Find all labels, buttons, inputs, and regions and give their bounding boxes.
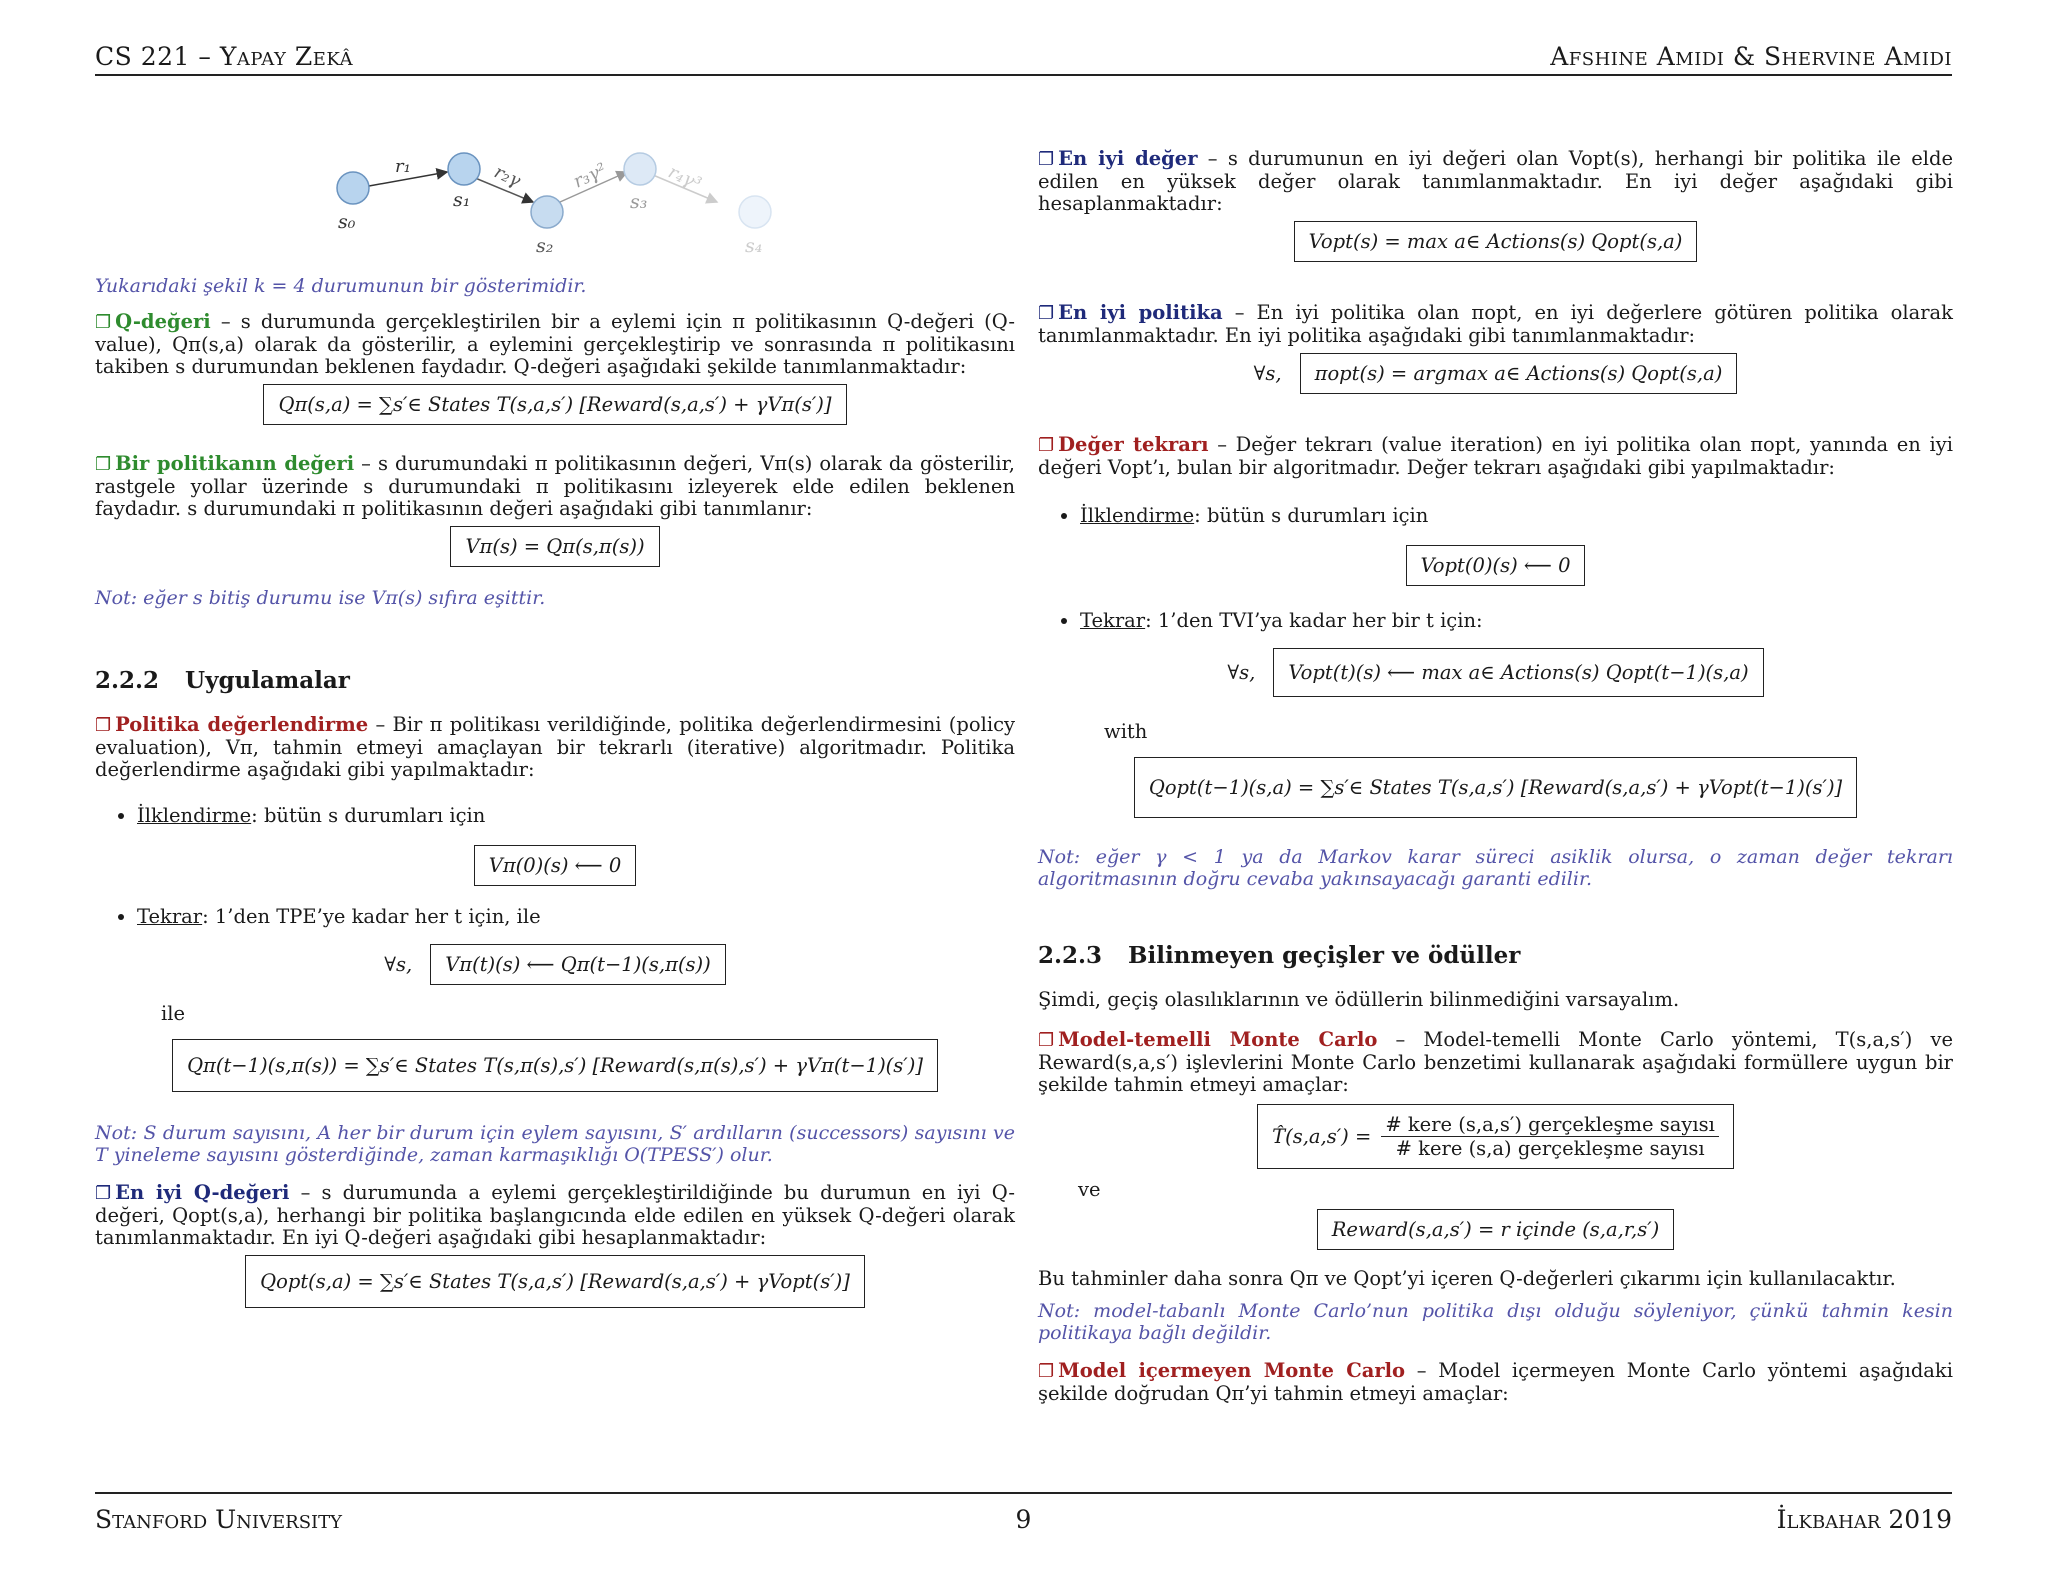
q-value-formula-wrap [95,384,1015,425]
optimal-value-paragraph: ❐ En iyi değer – s durumunun en iyi değeri olan Vopt(s), herhangi bir politika ile elde edilen en yüksek değer olarak tanımlanmaktadır. En iyi değer aşağıdaki gibi hesaplanmaktadır: [1038,147,1953,215]
vi-steps [1038,505,1953,527]
model-based-mc-title: Model-temelli Monte Carlo [1058,1028,1378,1051]
policy-eval-steps-2 [95,906,1015,928]
label-r3: r₃γ² [570,159,610,193]
vi-init-item: • İlklendirme: bütün s durumları için [1080,505,1953,527]
diagram-caption: Yukarıdaki şekil k = 4 durumunun bir gösterimidir. [95,275,587,297]
label-r1: r₁ [395,156,411,177]
vi-with: with [1104,720,1148,743]
pe-init-formula-wrap [95,845,1015,886]
pe-forall: ∀s, [384,953,413,976]
policy-value-formula: Vπ(s) = Qπ(s,π(s)) [450,526,659,567]
label-r4: r₄γ³ [664,161,705,195]
mb-after-text: Bu tahminler daha sonra Qπ ve Qopt’yi içeren Q-değerleri çıkarımı için kullanılacaktır. [1038,1267,1896,1290]
optimal-q-formula: Qopt(s,a) = ∑s′∈ States T(s,a,s′) [Reward(s,a,s′) + γVopt(s′)] [245,1255,865,1308]
node-s2 [531,196,563,228]
policy-value-title: Bir politikanın değeri [115,452,355,475]
label-r2: r₂γ [490,161,524,192]
pe-init-formula: Vπ(0)(s) ⟵ 0 [474,845,637,886]
label-s3: s₃ [630,191,648,213]
label-s1: s₁ [453,189,471,211]
pe-iter-item: • Tekrar: 1’den TPE’ye kadar her t için, ile [137,906,1015,928]
model-based-mc-paragraph: ❐ Model-temelli Monte Carlo – Model-temelli Monte Carlo yöntemi, T(s,a,s′) ve Reward(s,a,s′) işlevlerini Monte Carlo benzetimi kullanarak aşağıdaki formüllere uygun bir şekilde tahmin etmeyi amaçlar: [1038,1028,1953,1096]
header-rule [95,74,1952,76]
policy-eval-paragraph: ❐ Politika değerlendirme – Bir π politikası verildiğinde, politika değerlendirmesini (policy evaluation), Vπ, tahmin etmeyi amaçlayan bir tekrarlı (iterative) algoritmadır. Politika değerlendirme aşağıdaki gibi yapılmaktadır: [95,713,1016,781]
label-s2: s₂ [536,235,554,257]
label-s4: s₄ [745,235,763,257]
pe-init-item: • İlklendirme: bütün s durumları için [137,805,1015,827]
vi-iter-formula: Vopt(t)(s) ⟵ max a∈ Actions(s) Qopt(t−1)(s,a) [1273,648,1763,697]
policy-value-formula-wrap [95,526,1015,567]
footer-rule [95,1492,1952,1494]
header-left: CS 221 – Yapay Zekâ [95,42,354,71]
label-s0: s₀ [338,211,356,233]
mb-r-formula: Reward(s,a,s′) = r içinde (s,a,r,s′) [1317,1209,1675,1250]
mb-t-formula-wrap [1038,1104,1953,1169]
vi-iter-formula-wrap [1038,648,1953,697]
mb-r-formula-wrap [1038,1209,1953,1250]
vi-init-formula: Vopt(0)(s) ⟵ 0 [1406,545,1586,586]
node-s1 [448,153,480,185]
q-value-paragraph: ❐ Q-değeri – s durumunda gerçekleştirilen bir a eylemi için π politikasının Q-değeri (Q-value), Qπ(s,a) olarak da gösterilir, a eylemini gerçekleştirip ve sonrasında π politikasını takiben s durumundan beklenen faydadır. Q-değeri aşağıdaki şekilde tanımlanmaktadır: [95,310,1015,378]
optimal-policy-formula: πopt(s) = argmax a∈ Actions(s) Qopt(s,a) [1300,353,1738,394]
mb-ve: ve [1078,1178,1101,1201]
section-heading-2-2-3: 2.2.3 Bilinmeyen geçişler ve ödüller [1038,942,1521,969]
state-chain-diagram [95,140,1015,265]
vi-convergence-note: Not: eğer γ < 1 ya da Markov karar süreci asiklik olursa, o zaman değer tekrarı algoritmasının doğru cevaba yakınsayacağı garanti edilir. [1038,846,1953,890]
model-free-mc-title: Model içermeyen Monte Carlo [1058,1359,1406,1382]
q-value-title: Q-değeri [115,310,211,333]
mb-t-numerator: # kere (s,a,s′) gerçekleşme sayısı [1381,1113,1719,1137]
optimal-q-formula-wrap [95,1255,1015,1308]
mb-note: Not: model-tabanlı Monte Carlo’nun politika dışı olduğu söyleniyor, çünkü tahmin kesin politikaya bağlı değildir. [1038,1300,1953,1344]
value-iteration-paragraph: ❐ Değer tekrarı – Değer tekrarı (value iteration) en iyi politika olan πopt, yanında en iyi değeri Vopt’ı, bulan bir algoritmadır. Değer tekrarı aşağıdaki gibi yapılmaktadır: [1038,433,1954,479]
op-forall: ∀s, [1253,362,1282,385]
right-column [1038,148,1953,1405]
mb-t-denominator: # kere (s,a) gerçekleşme sayısı [1395,1137,1705,1160]
footer-left: Stanford University [95,1505,343,1534]
pe-ile: ile [161,1002,186,1025]
vi-q-formula-wrap [1038,757,1953,818]
pe-iter-formula-wrap [95,944,1015,985]
optimal-q-title: En iyi Q-değeri [115,1181,290,1204]
pe-iter-formula: Vπ(t)(s) ⟵ Qπ(t−1)(s,π(s)) [430,944,726,985]
vi-q-formula: Qopt(t−1)(s,a) = ∑s′∈ States T(s,a,s′) [Reward(s,a,s′) + γVopt(t−1)(s′)] [1134,757,1857,818]
left-column [95,140,1015,1314]
model-free-mc-paragraph: ❐ Model içermeyen Monte Carlo – Model içermeyen Monte Carlo yöntemi aşağıdaki şekilde doğrudan Qπ’yi tahmin etmeyi amaçlar: [1038,1359,1953,1405]
vi-steps-2 [1038,610,1953,632]
optimal-q-paragraph: ❐ En iyi Q-değeri – s durumunda a eylemi gerçekleştirildiğinde bu durumun en iyi Q-değeri, Qopt(s,a), herhangi bir politika başlangıcında elde edilen en yüksek Q-değeri olarak tanımlanmaktadır. En iyi Q-değeri aşağıdaki gibi hesaplanmaktadır: [95,1181,1015,1249]
section-heading-2-2-2: 2.2.2 Uygulamalar [95,667,350,694]
policy-value-note: Not: eğer s bitiş durumu ise Vπ(s) sıfıra eşittir. [95,587,546,609]
vi-init-formula-wrap [1038,545,1953,586]
value-iteration-title: Değer tekrarı [1058,433,1209,456]
optimal-policy-formula-wrap [1038,353,1953,394]
optimal-value-formula: Vopt(s) = max a∈ Actions(s) Qopt(s,a) [1294,221,1698,262]
pe-q-formula: Qπ(t−1)(s,π(s)) = ∑s′∈ States T(s,π(s),s′) [Reward(s,π(s),s′) + γVπ(t−1)(s′)] [172,1039,938,1092]
node-s0 [337,172,369,204]
policy-value-paragraph: ❐ Bir politikanın değeri – s durumundaki π politikasının değeri, Vπ(s) olarak da gösterilir, rastgele yollar üzerinde s durumundaki π politikasını izleyerek elde edilen beklenen faydadır. s durumundaki π politikasının değeri aşağıdaki gibi tanımlanır: [95,452,1015,520]
policy-eval-steps [95,805,1015,827]
optimal-policy-title: En iyi politika [1058,301,1223,324]
optimal-value-title: En iyi değer [1058,147,1198,170]
optimal-policy-paragraph: ❐ En iyi politika – En iyi politika olan πopt, en iyi değerlere götüren politika olarak tanımlanmaktadır. En iyi politika aşağıdaki gibi tanımlanmaktadır: [1038,301,1953,347]
q-value-formula: Qπ(s,a) = ∑s′∈ States T(s,a,s′) [Reward(s,a,s′) + γVπ(s′)] [263,384,846,425]
node-s4 [739,196,771,228]
node-s3 [624,153,656,185]
unknown-transitions-text: Şimdi, geçiş olasılıklarının ve ödüllerin bilinmediğini varsayalım. [1038,988,1680,1011]
optimal-value-formula-wrap [1038,221,1953,262]
footer-right: İlkbahar 2019 [1776,1505,1952,1534]
mb-t-formula: T̂(s,a,s′) = # kere (s,a,s′) gerçekleşme sayısı # kere (s,a) gerçekleşme sayısı [1257,1104,1734,1169]
policy-eval-title: Politika değerlendirme [115,713,369,736]
vi-forall: ∀s, [1227,661,1256,684]
vi-iter-item: • Tekrar: 1’den TVI’ya kadar her bir t için: [1080,610,1953,632]
header-right: Afshine Amidi & Shervine Amidi [1550,42,1952,71]
page-number: 9 [1015,1505,1032,1534]
pe-complexity-note: Not: S durum sayısını, A her bir durum için eylem sayısını, S′ ardılların (successors) sayısını ve T yineleme sayısını gösterdiğinde, zaman karmaşıklığı O(TPESS′) olur. [95,1122,1015,1166]
pe-q-formula-wrap [95,1039,1015,1092]
